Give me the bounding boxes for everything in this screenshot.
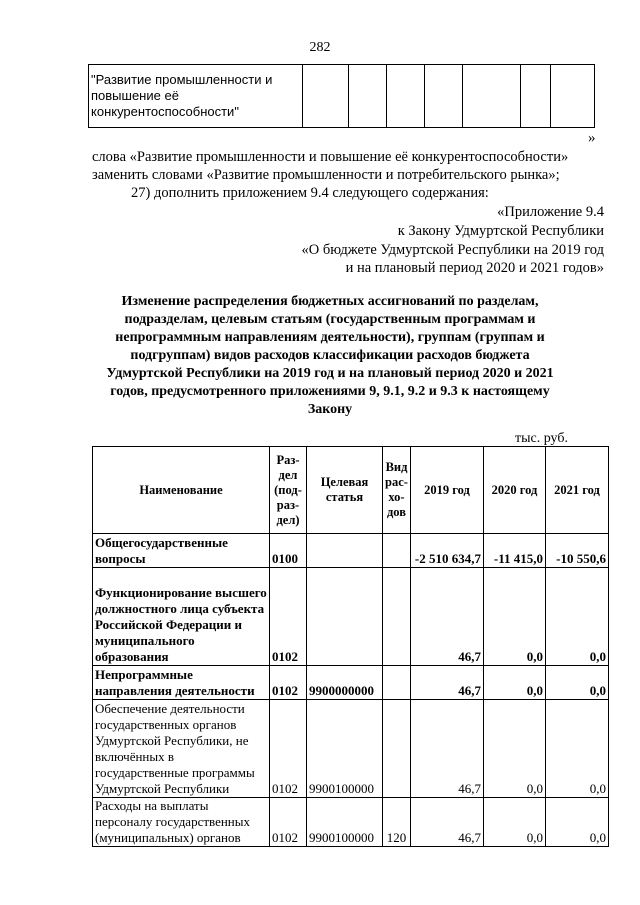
row-name: Расходы на выплаты персоналу государственных (муниципальных) органов xyxy=(93,798,270,847)
table-header-row xyxy=(93,447,609,534)
row-section: 0100 xyxy=(270,534,307,568)
row-2019: -2 510 634,7 xyxy=(411,534,484,568)
paragraph-3: 27) дополнить приложением 9.4 следующего содержания: xyxy=(131,185,489,201)
row-kind xyxy=(383,534,411,568)
table-row xyxy=(93,534,609,568)
row-target: 9900100000 xyxy=(307,700,383,798)
row-kind xyxy=(383,666,411,700)
row-name: Функционирование высшего должностного лица субъекта Российской Федерации и муниципального образования xyxy=(93,568,270,666)
closing-quote: » xyxy=(588,130,596,146)
header-2019: 2019 год xyxy=(411,447,484,534)
row-section: 0102 xyxy=(270,700,307,798)
header-2021: 2021 год xyxy=(546,447,609,534)
unit-label: тыс. руб. xyxy=(515,431,568,446)
document-title: Изменение распределения бюджетных ассигнований по разделам, подразделам, целевым статьям (государственным программам и непрограммным направлениям деятельности), группам (группам и подгруппам) видов расходов классификации расходов бюджета Удмуртской Республики на 2019 год и на плановый период 2020 и 2021 годов, предусмотренного приложениями 9, 9.1, 9.2 и 9.3 к настоящему Закону xyxy=(106,294,554,417)
appendix-line-1: «Приложение 9.4 xyxy=(497,204,604,220)
row-2021: -10 550,6 xyxy=(546,534,609,568)
row-name: Обеспечение деятельности государственных органов Удмуртской Республики, не включённых в государственные программы Удмуртской Республики xyxy=(93,700,270,798)
top-table-row xyxy=(89,65,595,128)
header-kind: Вид рас-хо-дов xyxy=(383,447,411,534)
row-2021: 0,0 xyxy=(546,798,609,847)
row-2019: 46,7 xyxy=(411,666,484,700)
header-2020: 2020 год xyxy=(484,447,546,534)
row-2020: -11 415,0 xyxy=(484,534,546,568)
appendix-line-2: к Закону Удмуртской Республики xyxy=(397,223,604,239)
row-target xyxy=(307,534,383,568)
header-section: Раз-дел (под-раз-дел) xyxy=(270,447,307,534)
header-target: Целевая статья xyxy=(307,447,383,534)
row-name: Общегосударственные вопросы xyxy=(93,534,270,568)
row-section: 0102 xyxy=(270,568,307,666)
row-section: 0102 xyxy=(270,798,307,847)
budget-table xyxy=(92,446,609,847)
table-row xyxy=(93,700,609,798)
row-2021: 0,0 xyxy=(546,700,609,798)
row-2020: 0,0 xyxy=(484,666,546,700)
paragraph-1: слова «Развитие промышленности и повышение её конкурентоспособности» xyxy=(92,149,569,165)
row-kind: 120 xyxy=(383,798,411,847)
top-table-name: "Развитие промышленности и повышение её конкурентоспособности" xyxy=(89,65,303,128)
table-row xyxy=(93,798,609,847)
paragraph-2: заменить словами «Развитие промышленности и потребительского рынка»; xyxy=(92,167,560,183)
row-kind xyxy=(383,568,411,666)
row-2020: 0,0 xyxy=(484,798,546,847)
appendix-line-4: и на плановый период 2020 и 2021 годов» xyxy=(345,260,604,276)
appendix-line-3: «О бюджете Удмуртской Республики на 2019 год xyxy=(301,242,604,258)
row-2020: 0,0 xyxy=(484,700,546,798)
row-target: 9900000000 xyxy=(307,666,383,700)
row-2021: 0,0 xyxy=(546,568,609,666)
table-row xyxy=(93,568,609,666)
row-2019: 46,7 xyxy=(411,568,484,666)
row-2019: 46,7 xyxy=(411,798,484,847)
row-target xyxy=(307,568,383,666)
row-kind xyxy=(383,700,411,798)
row-target: 9900100000 xyxy=(307,798,383,847)
top-table xyxy=(88,64,595,128)
header-name: Наименование xyxy=(93,447,270,534)
page-number: 282 xyxy=(309,40,331,55)
row-section: 0102 xyxy=(270,666,307,700)
row-name: Непрограммные направления деятельности xyxy=(93,666,270,700)
table-row xyxy=(93,666,609,700)
row-2021: 0,0 xyxy=(546,666,609,700)
row-2019: 46,7 xyxy=(411,700,484,798)
row-2020: 0,0 xyxy=(484,568,546,666)
